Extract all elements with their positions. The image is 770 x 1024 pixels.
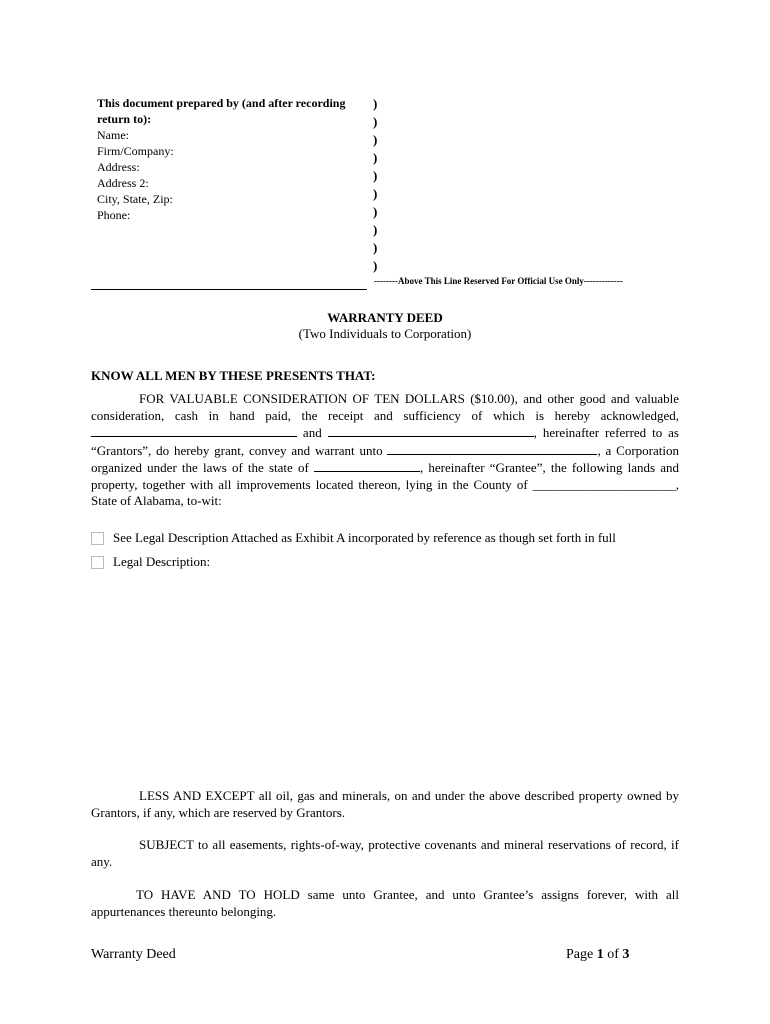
footer-title: Warranty Deed [91,947,176,962]
consideration-paragraph: FOR VALUABLE CONSIDERATION OF TEN DOLLARS ($10.00), and other good and valuable consideration, cash in hand paid, the receipt and sufficiency of which is hereby acknowledged, and , hereinafter referred to as “Grantors”, do hereby grant, convey and warrant unto , a Corporation organized under the laws of the state of , hereinafter “Grantee”, the following lands and property, together with all improvements located thereon, lying in the County of ______________________, State of Alabama, to-wit: [91,391,679,508]
subject-to-paragraph: SUBJECT to all easements, rights-of-way, protective covenants and mineral reservations of record, if any. [91,837,679,869]
preparer-address-label: Address: [97,160,140,174]
document-title: WARRANTY DEED [327,310,443,325]
grantor2-blank[interactable] [328,424,534,437]
exhibit-option [91,530,616,546]
legal-description-checkbox[interactable] [91,556,104,569]
page-number: Page 1 of 3 [566,947,630,962]
recording-divider-line [91,289,367,290]
exhibit-label: See Legal Description Attached as Exhibit A incorporated by reference as though set forth in full [113,530,616,545]
preparer-address2-label: Address 2: [97,176,149,190]
preparer-city-label: City, State, Zip: [97,192,173,206]
state-blank[interactable] [314,459,420,472]
habendum-paragraph: TO HAVE AND TO HOLD same unto Grantee, and unto Grantee’s assigns forever, with all appurtenances thereunto belonging. [91,887,679,919]
less-except-paragraph: LESS AND EXCEPT all oil, gas and minerals, on and under the above described property owned by Grantors, if any, which are reserved by Grantors. [91,788,679,820]
grantee-name-blank[interactable] [387,442,597,455]
recording-parentheses: ) ) ) ) ) ) ) ) ) ) [373,96,378,273]
document-subtitle: (Two Individuals to Corporation) [298,326,472,341]
preparer-name-label: Name: [97,128,129,142]
preparer-heading: This document prepared by (and after recording return to): [97,96,346,126]
official-use-line: --------Above This Line Reserved For Official Use Only------------- [374,276,623,286]
preparer-firm-label: Firm/Company: [97,144,174,158]
exhibit-checkbox[interactable] [91,532,104,545]
county-blank[interactable]: ______________________ [532,476,676,492]
preparer-phone-label: Phone: [97,208,131,222]
know-all-heading: KNOW ALL MEN BY THESE PRESENTS THAT: [91,368,376,383]
legal-description-option [91,554,210,570]
grantor1-blank[interactable] [91,424,297,437]
legal-description-label: Legal Description: [113,554,211,569]
preparer-block [97,95,367,223]
